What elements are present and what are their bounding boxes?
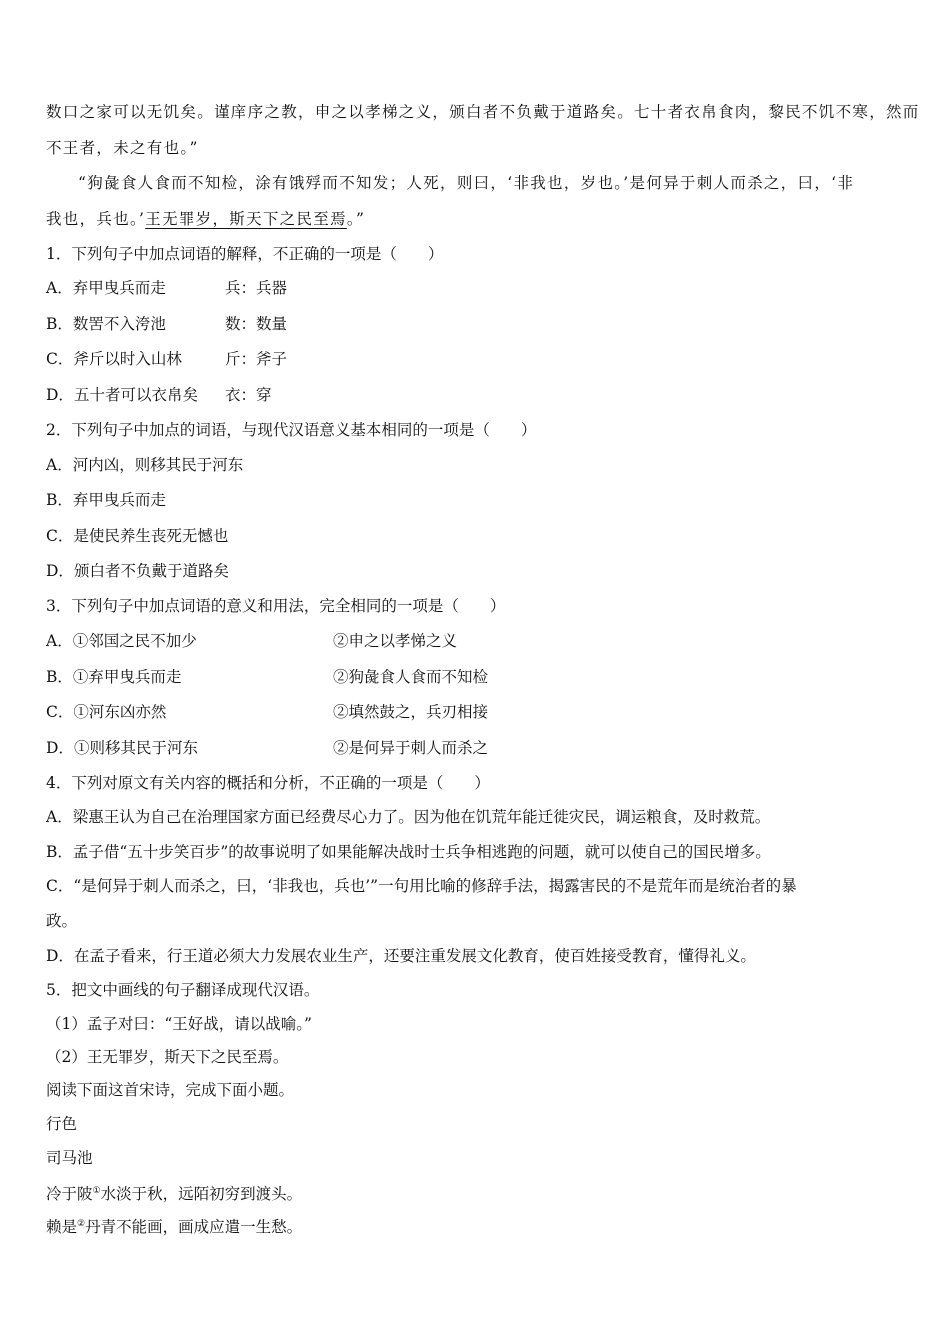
question-3-option-b xyxy=(46,667,489,687)
passage-line-3: “狗彘食人食而不知检，涂有饿殍而不知发；人死，则曰，‘非我也，岁也。’是何异于刺人而杀之，曰，‘非 xyxy=(78,174,855,192)
poem-line-1-end: 水淡于秋，远陌初穷到渡头。 xyxy=(100,1185,303,1203)
option-text: 河内凶，则移其民于河东 xyxy=(72,456,244,474)
question-2-stem: 2．下列句子中加点的词语，与现代汉语意义基本相同的一项是（ ） xyxy=(46,421,537,439)
option-gloss: 衣：穿 xyxy=(225,386,272,404)
question-1-option-a xyxy=(46,278,288,298)
option-second: ②狗彘食人食而不知检 xyxy=(333,668,489,686)
footnote-marker-2: ② xyxy=(77,1219,86,1229)
question-4-option-a: A．梁惠王认为自己在治理国家方面已经费尽心力了。因为他在饥荒年能迁徙灾民，调运粮食，及时救荒。 xyxy=(46,808,771,826)
question-3-stem: 3．下列句子中加点词语的意义和用法，完全相同的一项是（ ） xyxy=(46,597,506,615)
question-5-stem: 5．把文中画线的句子翻译成现代汉语。 xyxy=(46,981,320,999)
passage-line-4 xyxy=(46,209,365,229)
passage-line-1: 数口之家可以无饥矣。谨庠序之教，申之以孝梯之义，颁白者不负戴于道路矣。七十者衣帛食肉，黎民不饥不寒，然而 xyxy=(46,103,920,121)
question-5-sentence-1: （1）孟子对曰：“王好战，请以战喻。” xyxy=(46,1015,312,1033)
passage-line-2: 不王者，未之有也。” xyxy=(46,139,199,157)
option-text: 是使民养生丧死无憾也 xyxy=(73,527,229,545)
option-second: ②填然鼓之，兵刃相接 xyxy=(333,703,489,721)
option-first: ①弃甲曳兵而走 xyxy=(72,668,182,686)
option-gloss: 数：数量 xyxy=(225,315,288,333)
option-label: D． xyxy=(46,739,74,757)
poem-line-1-start: 冷于陂 xyxy=(46,1185,93,1203)
question-4-option-c: C．“是何异于刺人而杀之，曰，‘非我也，兵也’”一句用比喻的修辞手法，揭露害民的不是荒年而是统治者的暴 xyxy=(46,877,797,895)
option-text: 斧斤以时入山林 xyxy=(73,350,182,368)
poem-author: 司马池 xyxy=(46,1149,93,1167)
poem-line-2-end: 丹青不能画，画成应遣一生愁。 xyxy=(85,1218,303,1236)
question-2-option-d xyxy=(46,561,229,581)
question-1-option-d xyxy=(46,385,272,405)
underlined-sentence: 王无罪岁，斯天下之民至焉 xyxy=(145,210,347,228)
option-second: ②是何异于刺人而杀之 xyxy=(333,739,489,757)
question-4-option-c-continued: 政。 xyxy=(46,912,78,930)
option-label: C． xyxy=(46,703,74,721)
option-label: B． xyxy=(46,491,73,509)
option-label: B． xyxy=(46,315,73,333)
question-5-sentence-2: （2）王无罪岁，斯天下之民至焉。 xyxy=(46,1048,289,1066)
option-first: ①河东凶亦然 xyxy=(73,703,167,721)
option-text: 弃甲曳兵而走 xyxy=(72,491,166,509)
poem-title: 行色 xyxy=(46,1115,78,1133)
question-4-option-b: B．孟子借“五十步笑百步”的故事说明了如果能解决战时士兵争相逃跑的问题，就可以使自己的国民增多。 xyxy=(46,843,771,861)
poem-intro: 阅读下面这首宋诗，完成下面小题。 xyxy=(46,1081,295,1099)
question-2-option-a xyxy=(46,455,243,475)
question-1-stem: 1．下列句子中加点词语的解释，不正确的一项是（ ） xyxy=(46,245,444,263)
poem-line-1 xyxy=(46,1181,302,1204)
question-3-option-c xyxy=(46,702,489,722)
option-text: 数罟不入洿池 xyxy=(72,315,166,333)
question-3-option-a xyxy=(46,631,458,651)
option-label: D． xyxy=(46,386,74,404)
option-first: ①则移其民于河东 xyxy=(73,739,198,757)
poem-line-2-start: 赖是 xyxy=(46,1218,78,1236)
passage-line-4-end: 。” xyxy=(346,210,366,228)
question-4-option-d: D．在孟子看来，行王道必须大力发展农业生产，还要注重发展文化教育，使百姓接受教育，懂得礼义。 xyxy=(46,947,756,965)
option-label: A． xyxy=(46,279,73,297)
option-label: C． xyxy=(46,350,74,368)
question-4-stem: 4．下列对原文有关内容的概括和分析，不正确的一项是（ ） xyxy=(46,774,490,792)
poem-line-2 xyxy=(46,1214,302,1237)
option-gloss: 斤：斧子 xyxy=(225,350,288,368)
option-text: 弃甲曳兵而走 xyxy=(72,279,166,297)
question-2-option-c xyxy=(46,526,228,546)
option-text: 颁白者不负戴于道路矣 xyxy=(73,562,229,580)
option-label: A． xyxy=(46,456,73,474)
passage-line-4-start: 我也，兵也。’ xyxy=(46,210,146,228)
option-text: 五十者可以衣帛矣 xyxy=(73,386,198,404)
option-gloss: 兵：兵器 xyxy=(225,279,288,297)
option-second: ②申之以孝悌之义 xyxy=(333,632,458,650)
question-1-option-b xyxy=(46,314,288,334)
footnote-marker-1: ① xyxy=(92,1186,101,1196)
option-label: C． xyxy=(46,527,74,545)
option-first: ①邻国之民不加少 xyxy=(72,632,197,650)
question-3-option-d xyxy=(46,738,489,758)
option-label: A． xyxy=(46,632,73,650)
option-label: B． xyxy=(46,668,73,686)
question-2-option-b xyxy=(46,490,166,510)
question-1-option-c xyxy=(46,349,288,369)
option-label: D． xyxy=(46,562,74,580)
